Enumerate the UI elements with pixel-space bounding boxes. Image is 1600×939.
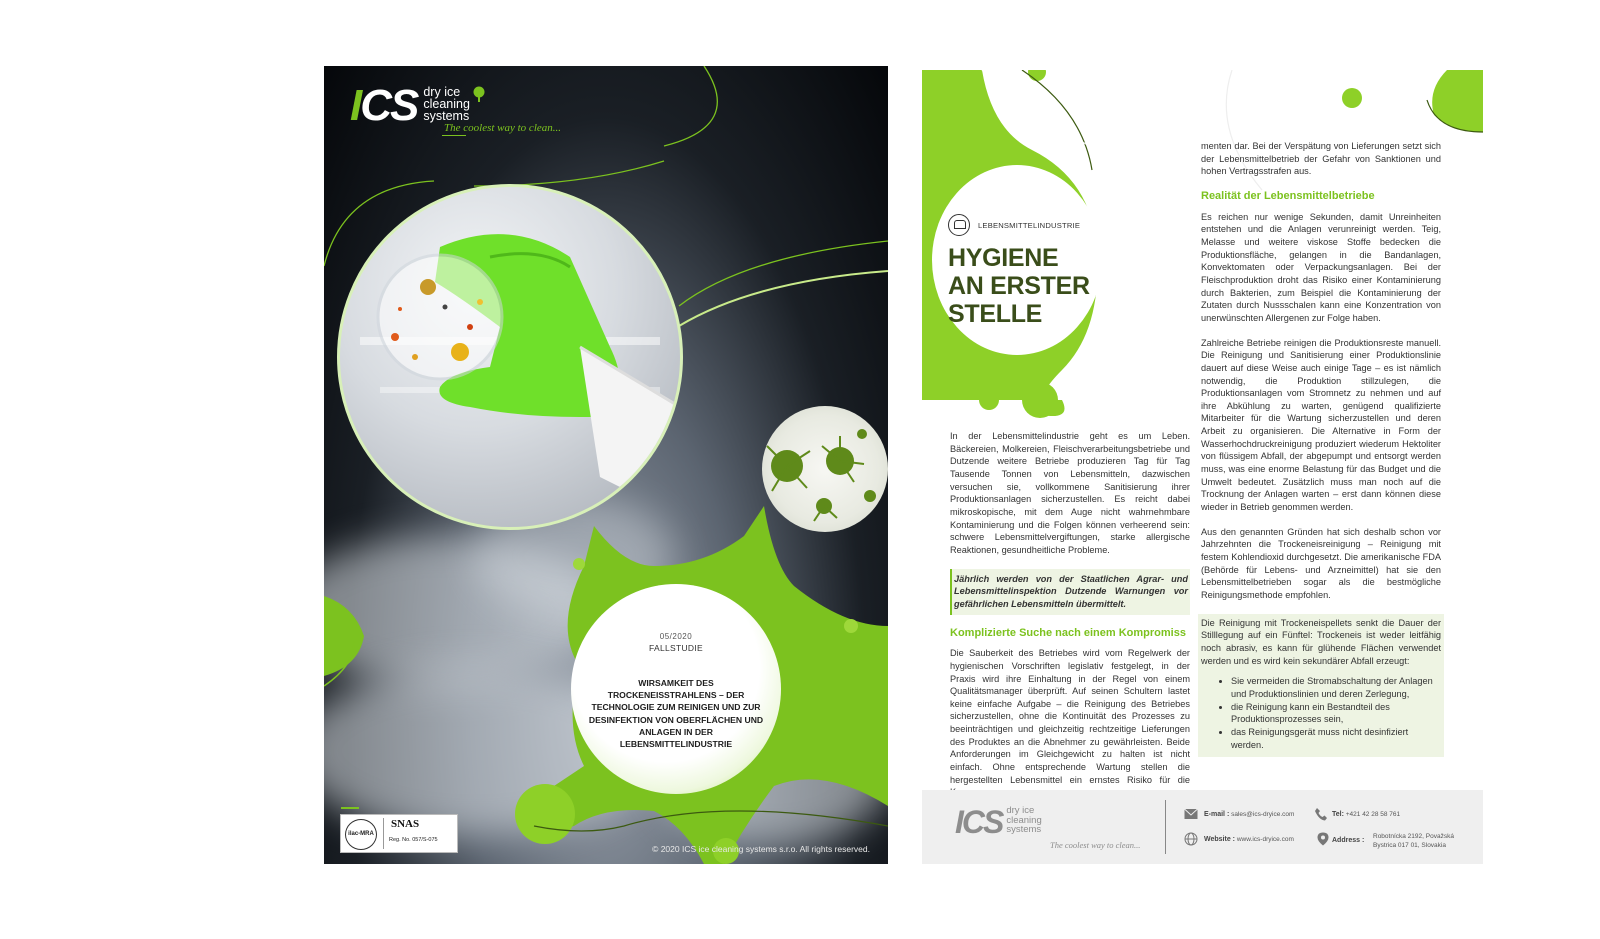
issue-date: 05/2020 <box>659 632 693 641</box>
section-heading: Realität der Lebensmittelbetriebe <box>1201 189 1375 202</box>
benefits-list <box>1201 675 1441 751</box>
location-pin-icon <box>1316 832 1330 846</box>
benefits-intro: Die Reinigung mit Trockeneispellets senkt die Dauer der Stilllegung auf ein Fünftel: Trockeneis ist weder leitfähig noch abrasiv, es kann für glühende Flächen verwendet werden und es wird kein sekundärer Abfall erzeugt: <box>1201 617 1441 666</box>
email-contact: E-mail : sales@ics-dryice.com <box>1204 811 1295 818</box>
left-column <box>950 430 1190 811</box>
footer-logo: ICS dry ice cleaning systems <box>955 804 1042 840</box>
virus-illustration <box>762 406 888 532</box>
body-paragraph: Es reichen nur wenige Sekunden, damit Unreinheiten entstehen und die Anlagen verunreinigt werden. Teig, Melasse und weitere viskose Stoffe bedecken die Produktionsfläche, gelangen in die Bandanlagen, Konvektomaten oder Verpackungsanlagen. Bei der Fleischproduktion droht das Risiko einer Kontaminierung durch Bakterien, zum Beispiel die Kontaminierung der Zutaten durch Nussschalen kann eine Konzentration von unerwünschten Allergenen zur Folge haben. <box>1201 211 1441 323</box>
logo-word: cleaning <box>423 97 470 111</box>
sector-label: LEBENSMITTELINDUSTRIE <box>948 214 1080 236</box>
list-item: • Sie vermeiden die Stromabschaltung der Anlagen und Produktionslinien und deren Zerlegung, <box>1231 675 1441 700</box>
copyright-notice: © 2020 ICS ice cleaning systems s.r.o. All rights reserved. <box>652 844 870 854</box>
list-item: • das Reinigungsgerät muss nicht desinfiziert werden. <box>1231 726 1441 751</box>
right-column <box>1201 140 1441 757</box>
website-link[interactable]: www.ics-dryice.com <box>1236 836 1294 843</box>
website-contact: Website : www.ics-dryice.com <box>1204 836 1294 843</box>
case-study-title: WIRSAMKEIT DES TROCKENEISSTRAHLENS – DER TECHNOLOGIE ZUM REINIGEN UND ZUR DESINFEKTION VON OBERFLÄCHEN UND ANLAGEN IN DER LEBENSMITTELINDUSTRIE <box>588 678 764 750</box>
email-link[interactable]: sales@ics-dryice.com <box>1231 811 1295 818</box>
document-type: FALLSTUDIE <box>648 643 704 653</box>
footer-tagline: The coolest way to clean... <box>1050 840 1141 850</box>
case-study-bubble <box>571 584 781 794</box>
logo-word: dry ice <box>423 85 461 99</box>
snas-mark: SNAS <box>391 818 420 830</box>
phone-contact: Tel: +421 42 28 58 761 <box>1332 811 1401 818</box>
logo-word: systems <box>423 109 470 123</box>
envelope-icon <box>1184 807 1198 821</box>
tree-icon <box>472 86 486 102</box>
list-item: • die Reinigung kann ein Bestandteil des Produktionsprozesses sein, <box>1231 701 1441 726</box>
benefits-box <box>1198 614 1444 758</box>
snas-reg-number: Reg. No. 057/S-075 <box>389 837 438 843</box>
ics-logo: ICS dry ice cleaning systems <box>350 84 486 128</box>
petri-dish-photo <box>337 184 683 530</box>
contact-footer <box>922 790 1483 864</box>
globe-icon <box>1184 832 1198 846</box>
ilac-mra-seal: ilac-MRA <box>345 819 377 850</box>
section-heading: Komplizierte Suche nach einem Kompromiss <box>950 626 1186 639</box>
body-paragraph: Aus den genannten Gründen hat sich deshalb schon vor Jahrzehnten die Trockeneisreinigung – Reinigung mit festem Kohlendioxid durchgesetzt. Die amerikanische FDA (Behörde für Lebens- und Arzneimittel) hat sie den Lebensmittelbetrieben sogar als die bestmögliche Reinigungsmethode empfohlen. <box>1201 526 1441 600</box>
postal-address: Robotnícka 2192, Považská Bystrica 017 01, Slovakia <box>1373 833 1454 849</box>
body-paragraph: menten dar. Bei der Verspätung von Lieferungen setzt sich der Lebensmittelbetrieb der Gefahr von Sanktionen und hohen Vertragsstrafen aus. <box>1201 141 1441 177</box>
food-industry-icon <box>948 214 970 236</box>
phone-icon <box>1314 807 1328 821</box>
virus-photo <box>762 406 888 532</box>
article-headline: HYGIENE AN ERSTER STELLE <box>948 244 1090 328</box>
article-page <box>922 70 1483 864</box>
tagline-rule <box>442 135 466 136</box>
gloved-hand-illustration <box>340 187 680 527</box>
body-paragraph: In der Lebensmittelindustrie geht es um Leben. Bäckereien, Molkereien, Fleischverarbeitungsbetriebe und Dutzende weitere Betriebe produzieren Tag für Tag Tausende Tonnen von Lebensmitteln, dazwischen versuchen sie, vollkommene Sanitisierung ihrer Produktionsanlagen sicherzustellen. Es reicht dabei mikroskopische, mit dem Auge nicht wahrnehmbare Kontaminierung und die Folgen können verheerend sein: schwere Lebensmittelvergiftungen, starke allergische Reaktionen, gesundheitliche Probleme. <box>950 431 1190 555</box>
body-paragraph: Zahlreiche Betriebe reinigen die Produktionsreste manuell. Die Reinigung und Sanitisierung einer Produktionslinie dauert auf diese Weise auch einige Tage – es ist nämlich notwendig, die Produktion stillzulegen, die Produktionsanlagen vom Stromnetz zu nehmen und auf ihre Abkühlung zu warten, genügend qualifizierte Mitarbeiter für die Wartung sicherzustellen und deren Arbeit zu organisieren. Die Alternative in Form der Wasserhochdruckreinigung produziert wiederum Hektoliter von flüssigem Abfall, der abgepumpt und entsorgt werden muss, was eine enorme Belastung für das Budget und die Umwelt bedeutet. Zusätzlich muss man noch auf die Trocknung der Anlagen warten – erst dann können diese wieder in Betrieb genommen werden. <box>1201 337 1441 513</box>
body-paragraph: Die Sauberkeit des Betriebes wird vom Regelwerk der hygienischen Vorschriften legislativ festgelegt, in der Praxis wird ihre Einhaltung in der Regel von einem Qualitätsmanager überprüft. Auf seinen Schultern lastet keine einfache Aufgabe – die Reinigung des Betriebes sicherzustellen, ohne die Kontinuität des Prozesses zu beeinträchtigen und gleichzeitig rechtzeitige Lieferungen des Produktes an die Abnehmer zu gewährleisten. Beide Anforderungen im Gleichgewicht zu halten ist nicht einfach. Ohne entsprechende Wartung stellen die hergestellten Lebensmittel ein ernstes Risiko für die <box>950 648 1190 785</box>
callout-quote: Jährlich werden von der Staatlichen Agrar- und Lebensmittelinspektion Dutzende Warnungen vor gefährlichen Lebensmitteln übermittelt. <box>950 569 1190 615</box>
cover-tagline: The coolest way to clean... <box>444 122 562 134</box>
address-label: Address : <box>1332 837 1365 844</box>
cert-accent-bar <box>341 807 359 809</box>
accreditation-badge <box>340 814 458 853</box>
cover-page <box>324 66 888 864</box>
